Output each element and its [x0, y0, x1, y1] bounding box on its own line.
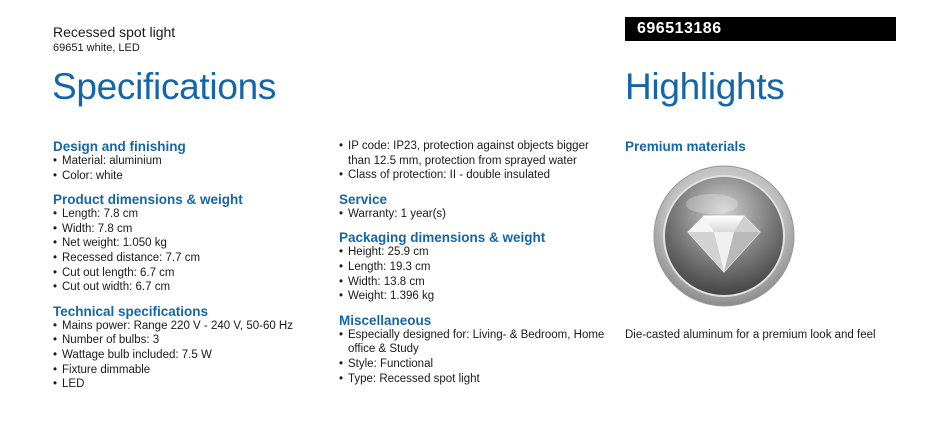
- spec-list: [339, 139, 614, 183]
- spec-section-misc: [339, 313, 614, 386]
- product-subtitle: 69651 white, LED: [53, 42, 140, 54]
- highlight-feature-caption: Die-casted aluminum for a premium look and feel: [625, 329, 876, 341]
- spec-section-product-dimensions: [53, 192, 323, 295]
- section-heading: Product dimensions & weight: [53, 192, 243, 208]
- product-title: Recessed spot light: [53, 24, 176, 40]
- highlights-heading: Highlights: [625, 66, 785, 107]
- diamond-icon: [652, 164, 796, 308]
- product-code-bar: 696513186: [625, 17, 896, 41]
- spec-section-packaging: [339, 230, 614, 303]
- spec-item: • Warranty: 1 year(s): [339, 207, 614, 222]
- spec-item: • Mains power: Range 220 V - 240 V, 50-60 Hz: [53, 319, 323, 334]
- spec-item: • Weight: 1.396 kg: [339, 289, 614, 304]
- spec-item: • Cut out width: 6.7 cm: [53, 280, 323, 295]
- spec-item: • LED: [53, 377, 323, 392]
- spec-item: • Width: 7.8 cm: [53, 222, 323, 237]
- spec-item: • Length: 19.3 cm: [339, 260, 614, 275]
- spec-section-design: [53, 139, 323, 183]
- section-heading: Technical specifications: [53, 303, 209, 319]
- spec-list: [53, 154, 323, 183]
- spec-list: [53, 207, 323, 295]
- spec-section-technical: [53, 304, 323, 392]
- spec-item: • Recessed distance: 7.7 cm: [53, 251, 323, 266]
- section-heading: Service: [339, 191, 388, 207]
- spec-item: • Fixture dimmable: [53, 363, 323, 378]
- spec-item: • Material: aluminium: [53, 154, 323, 169]
- spec-section-continued: [339, 139, 614, 183]
- spec-list: [339, 245, 614, 303]
- spec-list: [53, 319, 323, 392]
- spec-item: • Cut out length: 6.7 cm: [53, 266, 323, 281]
- highlight-feature-title: Premium materials: [625, 139, 746, 154]
- spec-column-2: [339, 139, 614, 395]
- spec-item: • Style: Functional: [339, 357, 614, 372]
- spec-item: • Type: Recessed spot light: [339, 372, 614, 387]
- spec-item: • Number of bulbs: 3: [53, 333, 323, 348]
- spec-section-service: [339, 192, 614, 222]
- spec-item: • IP code: IP23, protection against objects bigger than 12.5 mm, protection from sprayed water: [339, 139, 614, 168]
- spec-item: • Especially designed for: Living- & Bedroom, Home office & Study: [339, 328, 614, 357]
- spec-item: • Net weight: 1.050 kg: [53, 236, 323, 251]
- spec-item: • Wattage bulb included: 7.5 W: [53, 348, 323, 363]
- spec-item: • Color: white: [53, 169, 323, 184]
- spec-item: • Length: 7.8 cm: [53, 207, 323, 222]
- spec-list: [339, 328, 614, 386]
- section-heading: Packaging dimensions & weight: [339, 230, 546, 246]
- spec-item: • Class of protection: II - double insulated: [339, 168, 614, 183]
- section-heading: Miscellaneous: [339, 312, 432, 328]
- specifications-heading: Specifications: [52, 66, 277, 107]
- spec-item: • Width: 13.8 cm: [339, 275, 614, 290]
- spec-item: • Height: 25.9 cm: [339, 245, 614, 260]
- spec-list: [339, 207, 614, 222]
- section-heading: Design and finishing: [53, 139, 186, 154]
- spec-column-1: [53, 139, 323, 401]
